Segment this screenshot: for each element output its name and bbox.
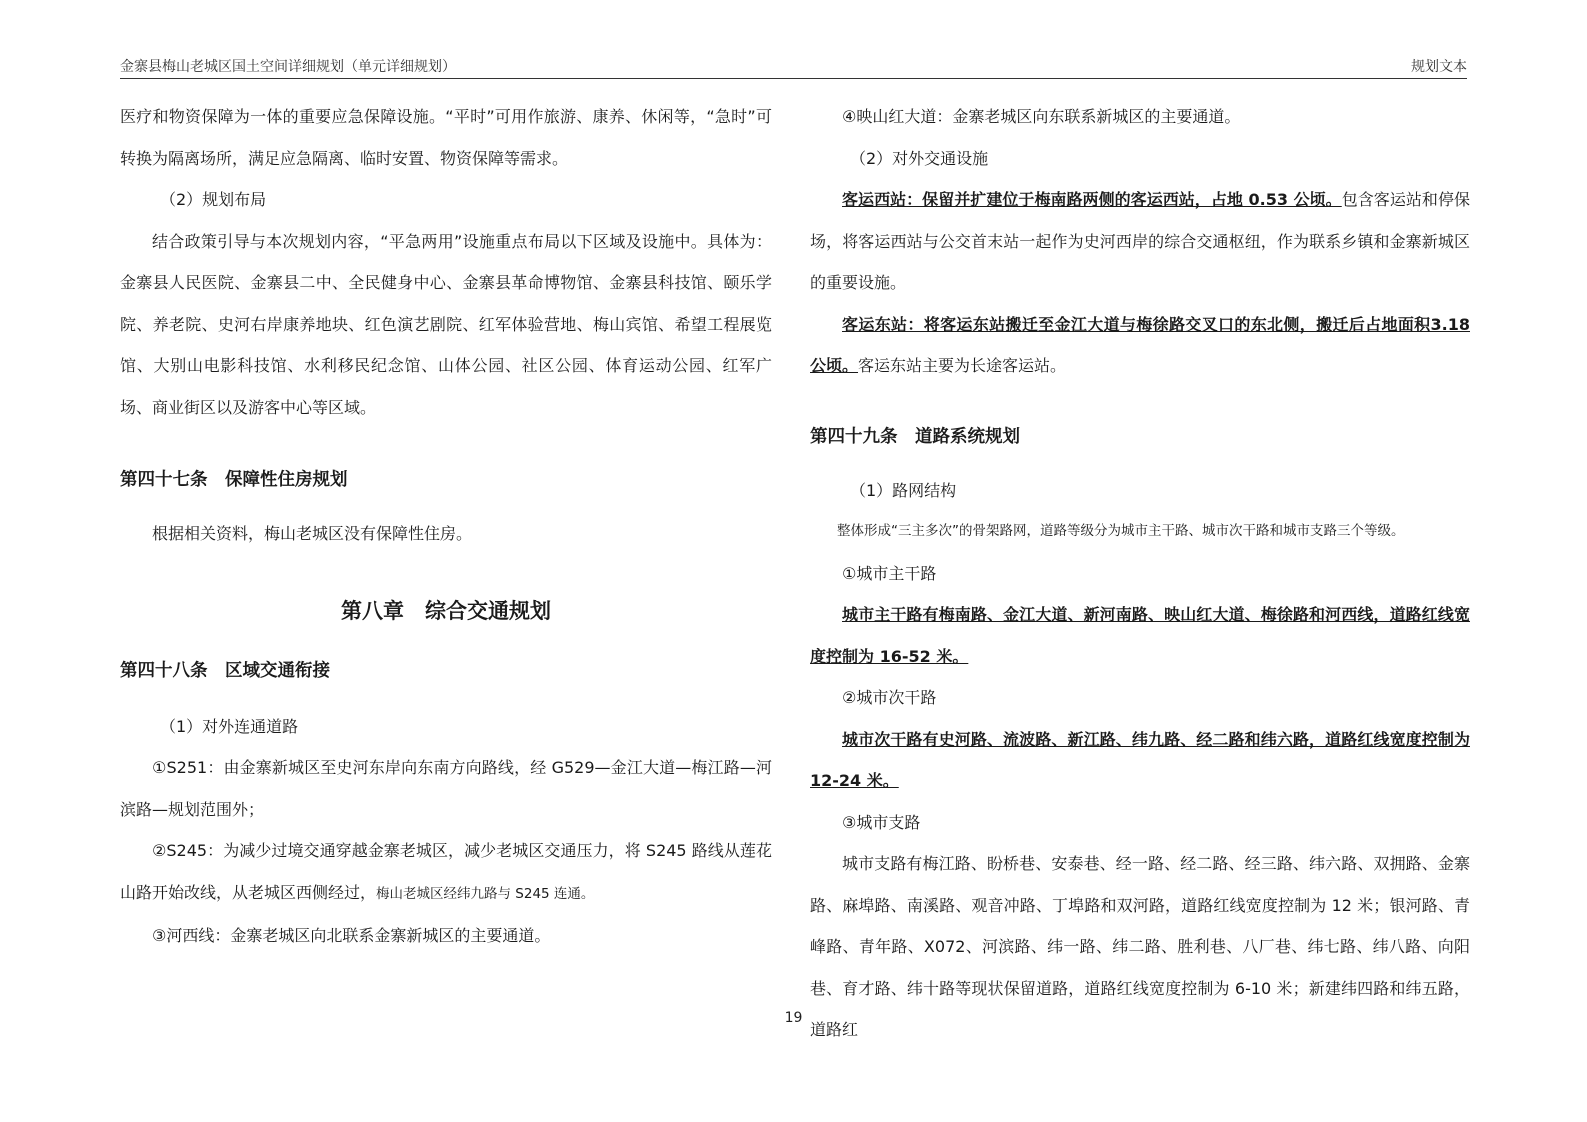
paragraph: 医疗和物资保障为一体的重要应急保障设施。“平时”可用作旅游、康养、休闲等，“急时”可转换为隔离场所，满足应急隔离、临时安置、物资保障等需求。 — [120, 107, 772, 168]
subheading: （1）对外连通道路 — [160, 716, 299, 736]
emphasis-text: 客运西站：保留并扩建位于梅南路两侧的客运西站，占地 0.53 公顷。 — [842, 190, 1342, 209]
text-run: 包含客运站和停保场，将客运西站与公交首末站一起作为史河西岸的综合交通枢纽，作为联系乡镇和金寨新城区的重要设施。 — [810, 190, 1470, 292]
paragraph: 城市支路有梅江路、盼桥巷、安泰巷、经一路、经二路、经三路、纬六路、双拥路、金寨路、麻埠路、南溪路、观音冲路、丁埠路和双河路，道路红线宽度控制为 12 米；银河路、青峰路、青年路、X072、河滨路、纬一路、纬二路、胜利巷、八厂巷、纬七路、纬八路、向阳巷、育才路、纬十路等现状保留道路，道路红线宽度控制为 6-10 米；新建纬四路和纬五路，道路红 — [810, 854, 1470, 1039]
paragraph — [810, 304, 1470, 387]
subheading: （1）路网结构 — [850, 480, 957, 500]
paragraph: 整体形成“三主多次”的骨架路网，道路等级分为城市主干路、城市次干路和城市支路三个等级。 — [837, 523, 1405, 539]
article-heading-47: 第四十七条 保障性住房规划 — [120, 470, 348, 490]
paragraph: ①S251：由金寨新城区至史河东岸向东南方向路线，经 G529—金江大道—梅江路—河滨路—规划范围外； — [120, 758, 772, 819]
subheading: ①城市主干路 — [842, 563, 937, 583]
text-run-small: 梅山老城区经纬九路与 S245 连通。 — [376, 885, 595, 902]
subheading: （2）规划布局 — [160, 190, 267, 209]
subheading: （2）对外交通设施 — [850, 148, 989, 168]
spacer — [120, 555, 772, 589]
document-title: 金寨县梅山老城区国土空间详细规划（单元详细规划） — [120, 59, 456, 75]
page-number: 19 — [784, 1010, 803, 1026]
paragraph — [810, 179, 1470, 304]
paragraph-emphasis: 城市主干路有梅南路、金江大道、新河南路、映山红大道、梅徐路和河西线，道路红线宽度控制为 16-52 米。 — [810, 605, 1470, 666]
paragraph: 结合政策引导与本次规划内容，“平急两用”设施重点布局以下区域及设施中。具体为：金寨县人民医院、金寨县二中、全民健身中心、金寨县革命博物馆、金寨县科技馆、颐乐学院、养老院、史河右岸康养地块、红色演艺剧院、红军体验营地、梅山宾馆、希望工程展览馆、大别山电影科技馆、水利移民纪念馆、山体公园、社区公园、体育运动公园、红军广场、商业街区以及游客中心等区域。 — [120, 231, 772, 417]
chapter-heading: 第八章 综合交通规划 — [341, 598, 551, 623]
paragraph-emphasis: 城市次干路有史河路、流波路、新江路、纬九路、经二路和纬六路，道路红线宽度控制为 12-24 米。 — [810, 729, 1470, 790]
emphasis-text: 客运东站：将客运东站搬迁至金江大道与梅徐路交叉口的东北侧，搬迁后占地面积3.18公顷。 — [810, 314, 1470, 375]
text-run: 客运东站主要为长途客运站。 — [858, 356, 1067, 375]
page-header — [120, 52, 1467, 79]
left-column — [120, 96, 772, 1012]
spacer — [120, 633, 772, 651]
article-heading-48: 第四十八条 区域交通衔接 — [120, 660, 330, 681]
document-type: 规划文本 — [1411, 59, 1467, 75]
spacer — [120, 428, 772, 460]
article-heading-49: 第四十九条 道路系统规划 — [810, 426, 1020, 447]
paragraph: ④映山红大道：金寨老城区向东联系新城区的主要通道。 — [842, 107, 1241, 126]
right-column — [810, 96, 1470, 1039]
paragraph: ③河西线：金寨老城区向北联系金寨新城区的主要通道。 — [152, 926, 551, 945]
subheading: ③城市支路 — [842, 812, 921, 832]
subheading: ②城市次干路 — [842, 688, 937, 707]
paragraph — [120, 830, 772, 915]
paragraph: 根据相关资料，梅山老城区没有保障性住房。 — [152, 524, 473, 543]
spacer — [810, 387, 1470, 417]
text-run: ②S245：为减少过境交通穿越金寨老城区，减少老城区交通压力，将 S245 路线从莲花山路开始改线，从老城区西侧经过， — [120, 841, 772, 902]
